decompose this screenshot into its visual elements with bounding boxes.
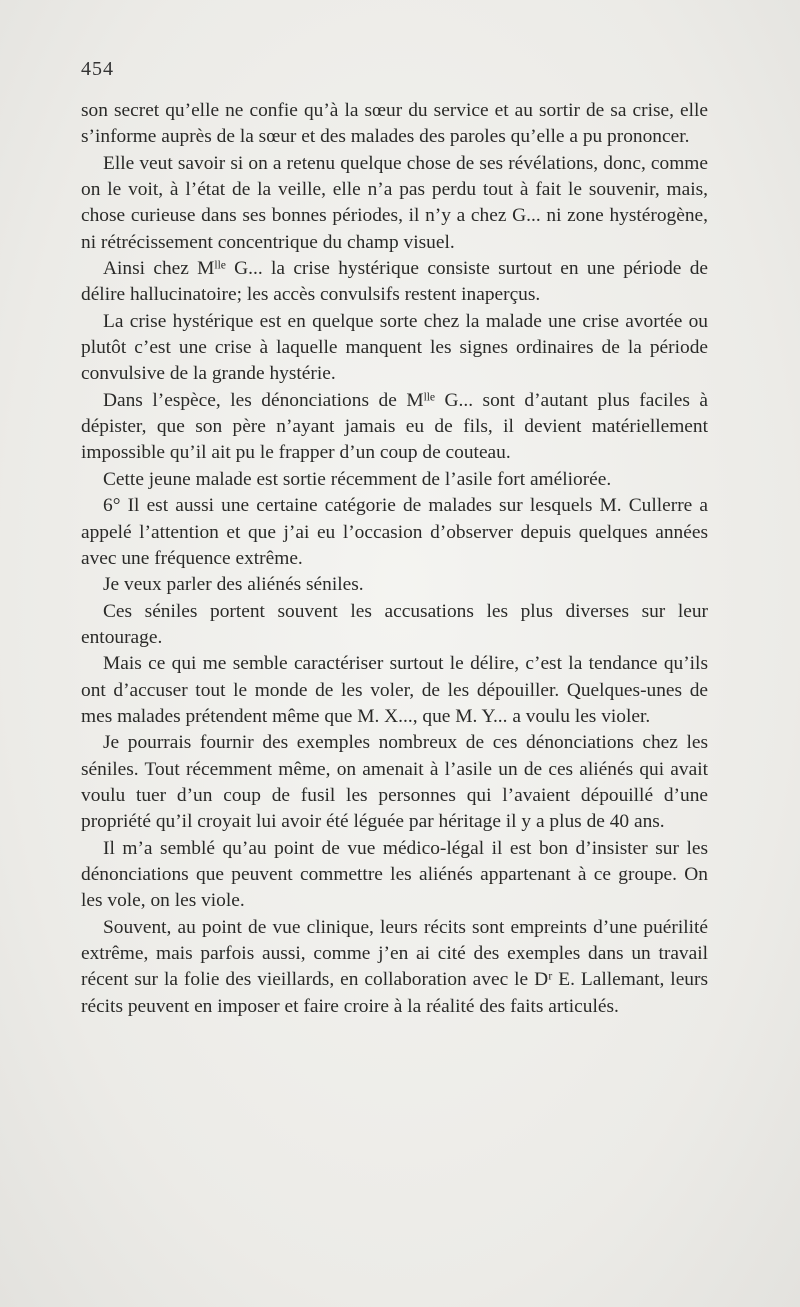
paragraph: Il m’a semblé qu’au point de vue médico-légal il est bon d’insister sur les dénonciations que peuvent commettre les aliénés appartenant à ce groupe. On les vole, on les viole. (81, 837, 708, 912)
page-number: 454 (81, 58, 114, 80)
paragraph: Cette jeune malade est sortie récemment de l’asile fort améliorée. (103, 468, 612, 490)
paragraph: Dans l’espèce, les dénonciations de Mˡˡᵉ G... sont d’autant plus faciles à dépister, que son père n’ayant jamais eu de fils, il devient matériellement impossible qu’il ait pu le frapper d’un coup de couteau. (81, 389, 708, 464)
paragraph: Ces séniles portent souvent les accusations les plus diverses sur leur entourage. (81, 600, 708, 648)
paragraph: Souvent, au point de vue clinique, leurs récits sont empreints d’une puérilité extrême, mais parfois aussi, comme j’en ai cité des exemples dans un travail récent sur la folie des vieillards, en collaboration avec le Dʳ E. Lallemant, leurs récits peuvent en imposer et faire croire à la réalité des faits articulés. (81, 916, 708, 1017)
paragraph: Ainsi chez Mˡˡᵉ G... la crise hystérique consiste surtout en une période de délire hallucinatoire; les accès convulsifs restent inaperçus. (81, 258, 708, 306)
paragraph: Je pourrais fournir des exemples nombreux de ces dénonciations chez les séniles. Tout récemment même, on amenait à l’asile un de ces aliénés qui avait voulu tuer d’un coup de fusil les personnes qui l’avaient dépouillé d’une propriété qu’il croyait lui avoir été léguée par héritage il y a plus de 40 ans. (81, 732, 708, 833)
paragraph: son secret qu’elle ne confie qu’à la sœur du service et au sortir de sa crise, elle s’informe auprès de la sœur et des malades des paroles qu’elle a pu prononcer. (81, 100, 708, 148)
body-text (81, 98, 708, 1020)
paragraph: 6° Il est aussi une certaine catégorie de malades sur lesquels M. Cullerre a appelé l’attention et que j’ai eu l’occasion d’observer depuis quelques années avec une fréquence extrême. (81, 495, 708, 569)
paragraph: Elle veut savoir si on a retenu quelque chose de ses révélations, donc, comme on le voit, à l’état de la veille, elle n’a pas perdu tout à fait le souvenir, mais, chose curieuse dans ses bonnes périodes, il n’y a chez G... ni zone hystérogène, ni rétrécissement concentrique du champ visuel. (81, 152, 708, 253)
paragraph: La crise hystérique est en quelque sorte chez la malade une crise avortée ou plutôt c’est une crise à laquelle manquent les signes ordinaires de la période convulsive de la grande hystérie. (81, 310, 708, 385)
paragraph: Je veux parler des aliénés séniles. (103, 574, 364, 596)
paragraph: Mais ce qui me semble caractériser surtout le délire, c’est la tendance qu’ils ont d’accuser tout le monde de les voler, de les dépouiller. Quelques-unes de mes malades prétendent même que M. X..., que M. Y... a voulu les violer. (81, 653, 708, 727)
